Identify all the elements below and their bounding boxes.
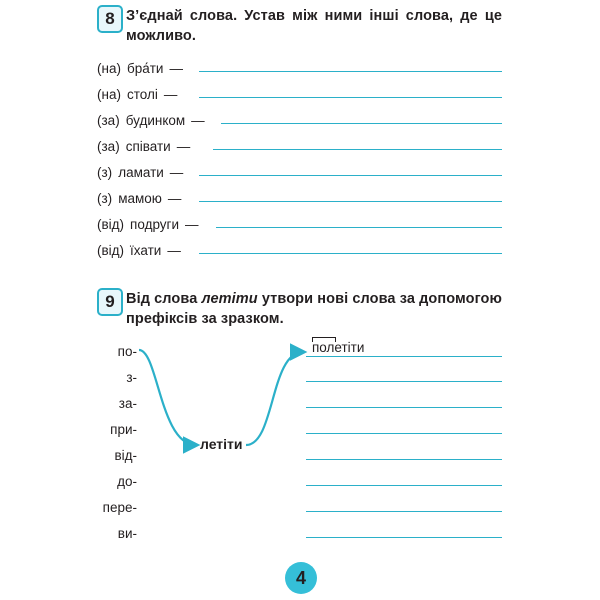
row-dash: — [167,191,182,206]
row-dash: — [176,139,191,154]
row-dash: — [185,217,199,232]
prefix-item: до- [117,474,137,489]
row-dash: — [169,165,184,180]
task-9-text-before: Від слова [126,291,202,307]
row-dash: — [191,113,205,128]
row-prefix: (за) [97,113,120,128]
center-word: летіти [200,436,243,452]
row-dash: — [163,87,178,102]
arrow-to-word [139,350,196,445]
task-9-number: 9 [97,288,123,316]
arrow-to-sample [246,352,303,445]
row-word: бра́ти [126,61,164,76]
task-8-instruction: З’єднай слова. Устав між ними інші слова, де це можливо. [126,8,502,44]
row-dash: — [167,243,181,258]
row-word: співати [125,139,171,154]
prefix-item: від- [114,448,137,463]
row-word: ламати [118,165,164,180]
task-9-text-after: утвори нові слова за допомогою префіксів за зразком. [126,291,502,327]
page-number: 4 [285,562,317,594]
prefix-item: за- [118,396,137,411]
row-prefix: (з) [97,191,113,206]
row-word: столі [126,87,158,102]
task-8-number: 8 [97,5,123,33]
row-prefix: (від) [97,243,125,258]
row-dash: — [169,61,183,76]
prefix-item: з- [126,370,137,385]
row-prefix: (на) [97,61,121,76]
row-prefix: (на) [97,87,121,102]
prefix-item: при- [110,422,137,437]
row-prefix: (з) [97,165,113,180]
row-prefix: (за) [97,139,120,154]
row-word: подруги [130,217,180,232]
row-word: їхати [130,243,162,258]
row-word: будинком [125,113,186,128]
sample-word: полетіти [312,340,365,355]
prefix-item: по- [117,344,137,359]
row-word: мамою [118,191,162,206]
task-9-text-word: летіти [201,291,258,307]
prefix-item: ви- [117,526,137,541]
prefix-item: пере- [102,500,137,515]
row-prefix: (від) [97,217,125,232]
